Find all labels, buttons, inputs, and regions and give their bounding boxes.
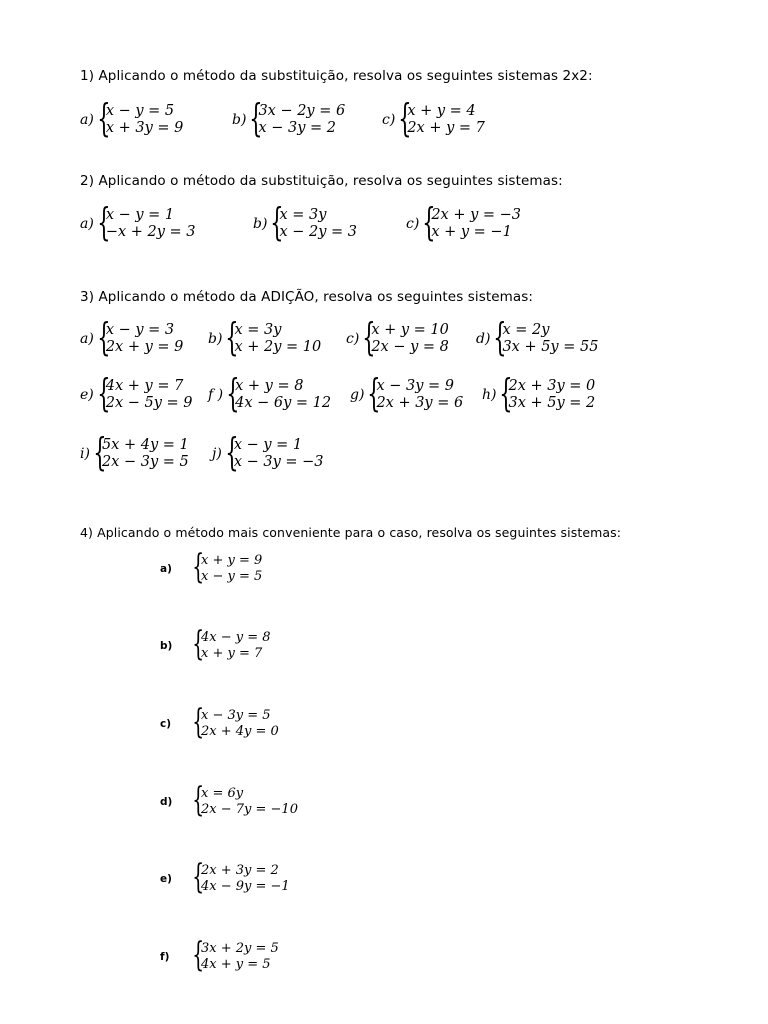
equation-1: x + y = 4	[407, 102, 476, 119]
system-4a	[160, 547, 263, 587]
question-2-title: 2) Aplicando o método da substituição, resolva os seguintes sistemas:	[80, 173, 563, 189]
system-label: c)	[346, 330, 360, 347]
left-brace-icon: {	[192, 780, 205, 820]
system-label: c)	[406, 215, 420, 232]
left-brace-icon: {	[97, 96, 111, 140]
left-brace-icon: {	[192, 547, 205, 587]
system-label: i)	[80, 445, 90, 462]
system-3f	[208, 371, 332, 415]
system-label: b)	[160, 639, 173, 652]
question-1-title: 1) Aplicando o método da substituição, resolva os seguintes sistemas 2x2:	[80, 68, 593, 84]
question-3-title: 3) Aplicando o método da ADIÇÃO, resolva os seguintes sistemas:	[80, 289, 534, 305]
equation-2: x + 3y = 9	[105, 119, 184, 136]
system-label: b)	[232, 111, 247, 128]
equation-1: 5x + 4y = 1	[101, 436, 189, 453]
equation-1: 3x + 2y = 5	[201, 941, 279, 956]
left-brace-icon: {	[97, 315, 111, 359]
left-brace-icon: {	[192, 702, 205, 742]
system-label: a)	[80, 215, 94, 232]
system-1c	[382, 96, 485, 140]
system-2a	[80, 200, 196, 244]
equation-1: 2x + 3y = 2	[201, 863, 279, 878]
equation-2: 2x − y = 8	[371, 338, 449, 355]
system-3e	[80, 371, 193, 415]
left-brace-icon: {	[398, 96, 412, 140]
system-label: j)	[212, 445, 222, 462]
question-4-title: 4) Aplicando o método mais conveniente para o caso, resolva os seguintes sistemas:	[80, 525, 622, 540]
system-3b	[208, 315, 322, 359]
equation-1: x − y = 5	[105, 102, 175, 119]
equation-2: 3x + 5y = 55	[502, 338, 599, 355]
equation-2: 2x + 4y = 0	[201, 723, 279, 739]
equation-1: x − 3y = 9	[376, 377, 454, 394]
equation-1: x = 2y	[502, 321, 550, 338]
equation-2: 3x + 5y = 2	[508, 394, 596, 411]
equation-1: x + y = 10	[371, 321, 449, 338]
system-label: f )	[208, 386, 224, 403]
left-brace-icon: {	[499, 371, 514, 415]
system-label: a)	[160, 562, 172, 575]
system-3i	[80, 430, 189, 474]
left-brace-icon: {	[367, 371, 381, 415]
system-3d	[476, 315, 599, 359]
equation-1: x + y = 8	[235, 377, 304, 394]
left-brace-icon: {	[192, 624, 205, 664]
equation-2: x − 2y = 3	[279, 223, 357, 240]
system-3j	[212, 430, 324, 474]
system-label: a)	[80, 111, 94, 128]
left-brace-icon: {	[97, 200, 111, 244]
system-label: g)	[350, 386, 365, 403]
equation-2: 4x − 9y = −1	[201, 878, 290, 894]
system-label: d)	[476, 330, 491, 347]
system-1a	[80, 96, 184, 140]
equation-1: x − y = 1	[105, 206, 175, 223]
system-3a	[80, 315, 184, 359]
system-3g	[350, 371, 464, 415]
equation-2: 2x − 5y = 9	[105, 394, 193, 411]
equation-2: x − 3y = 2	[258, 119, 336, 136]
equation-2: 2x − 3y = 5	[101, 453, 189, 470]
left-brace-icon: {	[422, 200, 436, 244]
system-4f	[160, 935, 279, 975]
system-label: f)	[160, 950, 170, 963]
system-label: c)	[382, 111, 396, 128]
system-4e	[160, 857, 290, 897]
left-brace-icon: {	[249, 96, 263, 140]
left-brace-icon: {	[362, 315, 376, 359]
equation-2: x + 2y = 10	[234, 338, 322, 355]
left-brace-icon: {	[493, 315, 507, 359]
equation-2: 2x + y = 9	[105, 338, 184, 355]
system-label: d)	[160, 795, 173, 808]
system-2c	[406, 200, 522, 244]
equation-2: −x + 2y = 3	[105, 223, 196, 240]
equation-2: 2x − 7y = −10	[201, 801, 298, 817]
equation-1: 3x − 2y = 6	[258, 102, 346, 119]
system-1b	[232, 96, 346, 140]
equation-1: x + y = 9	[201, 553, 263, 568]
equation-1: 4x + y = 7	[105, 377, 184, 394]
system-label: b)	[253, 215, 268, 232]
equation-2: x + y = 7	[201, 645, 263, 661]
equation-2: x − 3y = −3	[233, 453, 324, 470]
equation-1: x = 6y	[201, 786, 244, 801]
left-brace-icon: {	[225, 430, 239, 474]
system-label: e)	[80, 386, 94, 403]
system-3h	[482, 371, 596, 415]
system-2b	[253, 200, 357, 244]
left-brace-icon: {	[226, 371, 240, 415]
left-brace-icon: {	[225, 315, 239, 359]
equation-2: 4x + y = 5	[201, 956, 271, 972]
system-4d	[160, 780, 298, 820]
equation-2: 2x + y = 7	[407, 119, 485, 136]
equation-1: 2x + 3y = 0	[508, 377, 596, 394]
equation-1: x − 3y = 5	[201, 708, 271, 723]
left-brace-icon: {	[192, 857, 205, 897]
left-brace-icon: {	[270, 200, 284, 244]
equation-2: x + y = −1	[431, 223, 512, 240]
equation-2: 4x − 6y = 12	[235, 394, 332, 411]
equation-1: x − y = 1	[233, 436, 303, 453]
system-3c	[346, 315, 449, 359]
system-label: h)	[482, 386, 497, 403]
system-4c	[160, 702, 279, 742]
equation-1: x = 3y	[234, 321, 282, 338]
left-brace-icon: {	[97, 371, 111, 415]
left-brace-icon: {	[192, 935, 205, 975]
system-label: c)	[160, 717, 172, 730]
system-label: b)	[208, 330, 223, 347]
system-label: e)	[160, 872, 172, 885]
left-brace-icon: {	[93, 430, 107, 474]
system-4b	[160, 624, 271, 664]
equation-1: 4x − y = 8	[201, 630, 271, 645]
equation-1: x − y = 3	[105, 321, 175, 338]
equation-1: x = 3y	[279, 206, 327, 223]
equation-1: 2x + y = −3	[431, 206, 522, 223]
equation-2: x − y = 5	[201, 568, 263, 584]
equation-2: 2x + 3y = 6	[376, 394, 464, 411]
system-label: a)	[80, 330, 94, 347]
